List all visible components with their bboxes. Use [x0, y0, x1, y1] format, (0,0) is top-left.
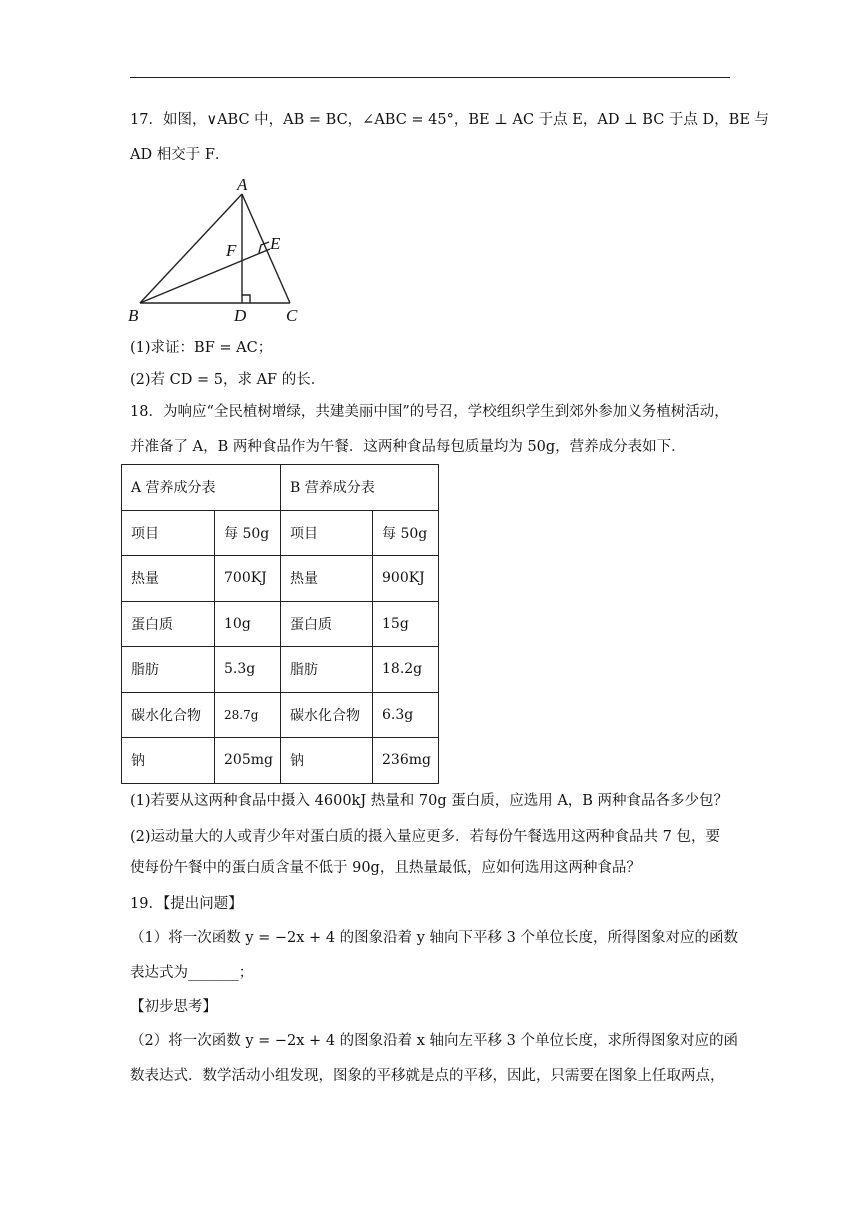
q17-part1: (1)求证：BF = AC； — [130, 340, 273, 356]
q19-p1-line2: 表达式为_______； — [130, 965, 254, 981]
table-header-a: A 营养成分表 — [122, 465, 281, 511]
table-row — [122, 510, 439, 556]
table-cell: 每 50g — [215, 510, 281, 556]
table-row — [122, 692, 439, 738]
q17-part2: (2)若 CD = 5，求 AF 的长． — [130, 372, 326, 388]
table-cell: 钠 — [281, 738, 373, 784]
q18-part2-line1: (2)运动量大的人或青少年对蛋白质的摄入量应更多．若每份午餐选用这两种食品共 7 包，要 — [130, 829, 720, 845]
q17-line2: AD 相交于 F． — [130, 147, 230, 163]
label-b: B — [128, 306, 139, 325]
table-cell: 900KJ — [373, 556, 439, 602]
q19-p1-line1: （1）将一次函数 y = −2x + 4 的图象沿着 y 轴向下平移 3 个单位长度，所得图象对应的函数 — [130, 930, 738, 946]
table-cell: 热量 — [281, 556, 373, 602]
triangle-figure — [128, 176, 328, 328]
table-cell: 每 50g — [373, 510, 439, 556]
table-cell: 5.3g — [215, 647, 281, 693]
table-cell: 项目 — [281, 510, 373, 556]
q19-heading2: 【初步思考】 — [130, 999, 217, 1015]
table-cell: 205mg — [215, 738, 281, 784]
table-cell: 18.2g — [373, 647, 439, 693]
table-row — [122, 465, 439, 511]
label-e: E — [270, 234, 281, 253]
right-angle-d — [242, 295, 250, 303]
q18-part2-line2: 使每份午餐中的蛋白质含量不低于 90g，且热量最低，应如何选用这两种食品？ — [130, 860, 641, 876]
label-c: C — [286, 306, 298, 325]
table-cell: 236mg — [373, 738, 439, 784]
header-rule — [130, 77, 730, 78]
table-cell: 碳水化合物 — [122, 692, 215, 738]
table-cell: 28.7g — [215, 692, 281, 738]
table-cell: 钠 — [122, 738, 215, 784]
q18-line1: 18．为响应“全民植树增绿，共建美丽中国”的号召，学校组织学生到郊外参加义务植树活动， — [130, 404, 729, 420]
table-cell: 碳水化合物 — [281, 692, 373, 738]
table-cell: 热量 — [122, 556, 215, 602]
table-header-b: B 营养成分表 — [281, 465, 439, 511]
table-cell: 700KJ — [215, 556, 281, 602]
table-row — [122, 647, 439, 693]
q18-line2: 并准备了 A，B 两种食品作为午餐．这两种食品每包质量均为 50g，营养成分表如下． — [130, 439, 686, 455]
table-cell: 6.3g — [373, 692, 439, 738]
segment-ac — [242, 194, 290, 303]
q19-p2-line1: （2）将一次函数 y = −2x + 4 的图象沿着 x 轴向左平移 3 个单位长度，求所得图象对应的函 — [130, 1033, 738, 1049]
label-f: F — [226, 241, 237, 260]
q19-title: 19．【提出问题】 — [130, 896, 243, 912]
table-row — [122, 738, 439, 784]
label-d: D — [234, 306, 247, 325]
q19-p2-line2: 数表达式．数学活动小组发现，图象的平移就是点的平移，因此，只需要在图象上任取两点， — [130, 1068, 725, 1084]
label-a: A — [237, 176, 248, 194]
table-cell: 蛋白质 — [122, 601, 215, 647]
table-cell: 10g — [215, 601, 281, 647]
table-cell: 15g — [373, 601, 439, 647]
table-row — [122, 601, 439, 647]
table-row — [122, 556, 439, 602]
table-cell: 项目 — [122, 510, 215, 556]
table-cell: 蛋白质 — [281, 601, 373, 647]
nutrition-table — [121, 464, 439, 784]
q17-line1: 17．如图，∨ABC 中，AB = BC，∠ABC = 45°，BE ⊥ AC 于点 E，AD ⊥ BC 于点 D，BE 与 — [130, 112, 770, 128]
table-cell: 脂肪 — [281, 647, 373, 693]
table-cell: 脂肪 — [122, 647, 215, 693]
q18-part1: (1)若要从这两种食品中摄入 4600kJ 热量和 70g 蛋白质，应选用 A，B 两种食品各多少包？ — [130, 793, 729, 809]
